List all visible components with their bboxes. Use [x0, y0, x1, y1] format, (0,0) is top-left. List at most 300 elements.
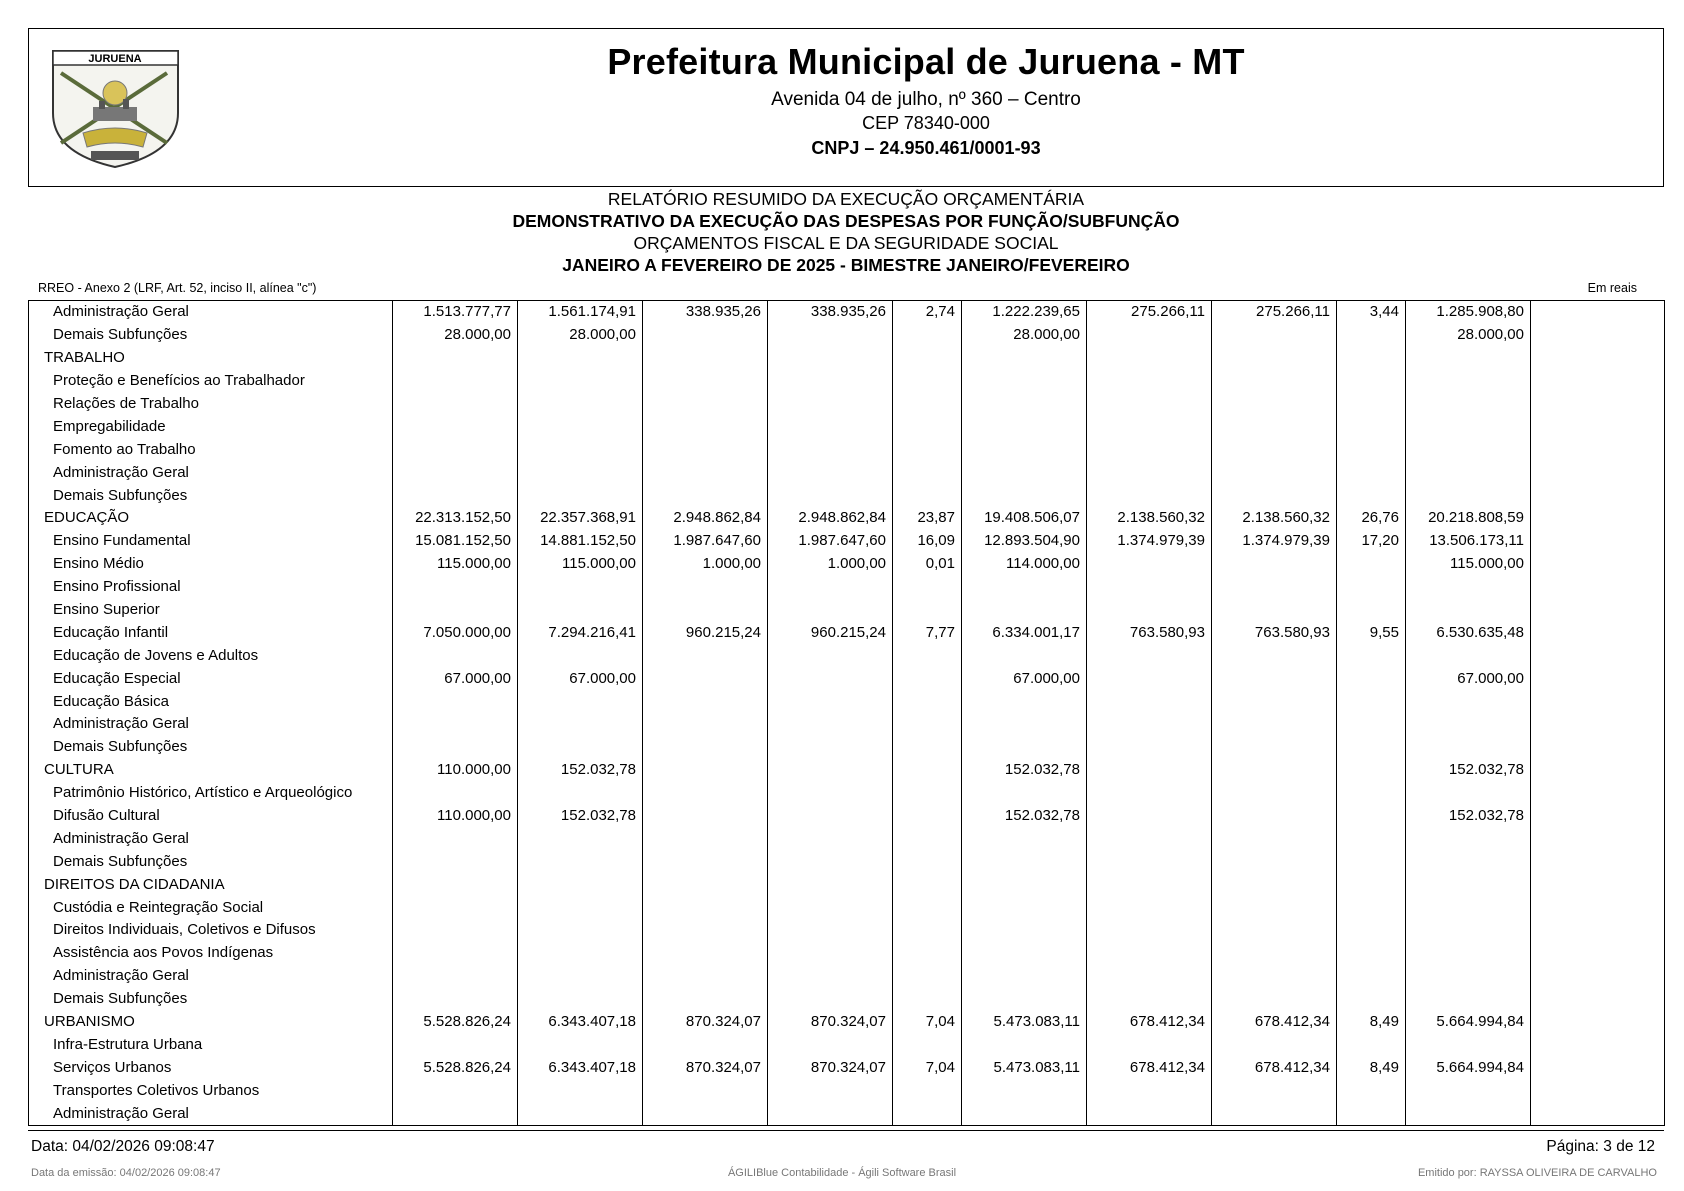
value-cell [1337, 759, 1406, 782]
value-cell [1531, 1079, 1665, 1102]
value-cell [893, 415, 962, 438]
table-row [29, 805, 1665, 828]
subfunction-label: Assistência aos Povos Indígenas [53, 944, 274, 962]
value-cell [768, 988, 893, 1011]
value-cell [1531, 393, 1665, 416]
value-cell [1337, 736, 1406, 759]
value-cell [1212, 324, 1337, 347]
table-row [29, 461, 1665, 484]
value-cell [1531, 896, 1665, 919]
value-cell [1531, 827, 1665, 850]
value-cell [1337, 415, 1406, 438]
value-cell [518, 576, 643, 599]
value-cell [1087, 850, 1212, 873]
value-cell [393, 919, 518, 942]
software-credit: ÁGILIBlue Contabilidade - Ágili Software Brasil [727, 1167, 957, 1179]
value-cell [1531, 1056, 1665, 1079]
value-cell [643, 965, 768, 988]
subfunction-label: Administração Geral [53, 1104, 189, 1122]
value-cell: 763.580,93 [1212, 621, 1337, 644]
value-cell: 115.000,00 [393, 553, 518, 576]
value-cell: 5.473.083,11 [962, 1011, 1087, 1034]
value-cell [393, 713, 518, 736]
value-cell [1406, 1034, 1531, 1057]
value-cell [768, 1079, 893, 1102]
value-cell [643, 736, 768, 759]
table-row [29, 576, 1665, 599]
value-cell: 1.285.908,80 [1406, 301, 1531, 324]
value-cell: 3,44 [1337, 301, 1406, 324]
value-cell [393, 461, 518, 484]
value-cell [518, 599, 643, 622]
value-cell [1087, 461, 1212, 484]
value-cell [1406, 461, 1531, 484]
value-cell [893, 827, 962, 850]
value-cell [1212, 667, 1337, 690]
value-cell [893, 896, 962, 919]
value-cell: 67.000,00 [1406, 667, 1531, 690]
value-cell [1531, 530, 1665, 553]
value-cell [393, 644, 518, 667]
value-cell [962, 736, 1087, 759]
table-row [29, 324, 1665, 347]
value-cell: 7,77 [893, 621, 962, 644]
table-row [29, 782, 1665, 805]
value-cell [1087, 415, 1212, 438]
value-cell [1531, 301, 1665, 324]
value-cell [518, 896, 643, 919]
table-row [29, 850, 1665, 873]
value-cell [393, 988, 518, 1011]
value-cell [768, 667, 893, 690]
value-cell [768, 690, 893, 713]
value-cell: 5.528.826,24 [393, 1056, 518, 1079]
table-row [29, 988, 1665, 1011]
table-row [29, 438, 1665, 461]
value-cell [643, 873, 768, 896]
value-cell [393, 965, 518, 988]
value-cell [962, 484, 1087, 507]
value-cell [1337, 896, 1406, 919]
value-cell [962, 644, 1087, 667]
value-cell: 1.000,00 [643, 553, 768, 576]
value-cell: 678.412,34 [1087, 1011, 1212, 1034]
value-cell [1087, 438, 1212, 461]
value-cell: 1.374.979,39 [1087, 530, 1212, 553]
value-cell [1212, 782, 1337, 805]
value-cell: 15.081.152,50 [393, 530, 518, 553]
value-cell [1406, 393, 1531, 416]
value-cell [893, 965, 962, 988]
value-cell [393, 690, 518, 713]
table-row [29, 599, 1665, 622]
subfunction-label: Ensino Superior [53, 601, 160, 619]
value-cell: 16,09 [893, 530, 962, 553]
value-cell: 152.032,78 [518, 759, 643, 782]
value-cell [643, 713, 768, 736]
value-cell [643, 942, 768, 965]
value-cell: 960.215,24 [768, 621, 893, 644]
value-cell [893, 1102, 962, 1125]
value-cell [768, 347, 893, 370]
value-cell [1337, 713, 1406, 736]
value-cell [1087, 393, 1212, 416]
table-row [29, 621, 1665, 644]
value-cell [768, 782, 893, 805]
value-cell: 1.374.979,39 [1212, 530, 1337, 553]
value-cell [1531, 713, 1665, 736]
subfunction-label: Infra-Estrutura Urbana [53, 1035, 203, 1053]
value-cell [643, 896, 768, 919]
subfunction-label: Administração Geral [53, 829, 189, 847]
value-cell [393, 942, 518, 965]
value-cell [1087, 1034, 1212, 1057]
value-cell: 17,20 [1337, 530, 1406, 553]
value-cell [1531, 370, 1665, 393]
value-cell [643, 415, 768, 438]
value-cell [1531, 919, 1665, 942]
value-cell: 13.506.173,11 [1406, 530, 1531, 553]
value-cell [1212, 370, 1337, 393]
value-cell [1406, 827, 1531, 850]
value-cell [643, 438, 768, 461]
value-cell [893, 942, 962, 965]
value-cell [643, 324, 768, 347]
value-cell [393, 873, 518, 896]
value-cell: 2.138.560,32 [1087, 507, 1212, 530]
table-row [29, 347, 1665, 370]
value-cell [1531, 873, 1665, 896]
subfunction-label: Direitos Individuais, Coletivos e Difusos [53, 921, 316, 939]
value-cell: 870.324,07 [643, 1056, 768, 1079]
value-cell [962, 1034, 1087, 1057]
value-cell [768, 873, 893, 896]
value-cell: 1.513.777,77 [393, 301, 518, 324]
value-cell [518, 782, 643, 805]
value-cell [1087, 370, 1212, 393]
value-cell [393, 1034, 518, 1057]
value-cell [393, 576, 518, 599]
value-cell [1087, 782, 1212, 805]
value-cell [1531, 576, 1665, 599]
value-cell: 8,49 [1337, 1011, 1406, 1034]
value-cell [1337, 370, 1406, 393]
table-row [29, 667, 1665, 690]
value-cell [1406, 942, 1531, 965]
value-cell [1087, 324, 1212, 347]
function-label: CULTURA [44, 761, 114, 779]
value-cell [1531, 965, 1665, 988]
value-cell [1337, 1079, 1406, 1102]
value-cell: 275.266,11 [1087, 301, 1212, 324]
footer-divider [28, 1130, 1664, 1131]
value-cell [393, 896, 518, 919]
value-cell: 763.580,93 [1087, 621, 1212, 644]
report-period: JANEIRO A FEVEREIRO DE 2025 - BIMESTRE JANEIRO/FEVEREIRO [562, 255, 1130, 275]
value-cell: 960.215,24 [643, 621, 768, 644]
expenses-table [28, 300, 1665, 1126]
function-label: TRABALHO [44, 349, 125, 367]
value-cell [1087, 1102, 1212, 1125]
subfunction-label: Demais Subfunções [53, 738, 188, 756]
value-cell [518, 393, 643, 416]
value-cell [962, 576, 1087, 599]
value-cell [1531, 507, 1665, 530]
subfunction-label: Ensino Profissional [53, 578, 181, 596]
value-cell [1087, 988, 1212, 1011]
value-cell: 67.000,00 [962, 667, 1087, 690]
value-cell [962, 393, 1087, 416]
value-cell [1337, 942, 1406, 965]
value-cell [1337, 1034, 1406, 1057]
value-cell [768, 736, 893, 759]
value-cell [1337, 919, 1406, 942]
value-cell [768, 713, 893, 736]
subfunction-label: Proteção e Benefícios ao Trabalhador [53, 372, 305, 390]
value-cell: 2,74 [893, 301, 962, 324]
value-cell [1212, 553, 1337, 576]
value-cell [1337, 850, 1406, 873]
value-cell [962, 415, 1087, 438]
value-cell: 28.000,00 [518, 324, 643, 347]
value-cell: 6.334.001,17 [962, 621, 1087, 644]
value-cell [1531, 667, 1665, 690]
value-cell [1406, 713, 1531, 736]
value-cell: 114.000,00 [962, 553, 1087, 576]
value-cell: 678.412,34 [1212, 1056, 1337, 1079]
function-label: DIREITOS DA CIDADANIA [44, 875, 225, 893]
value-cell [393, 599, 518, 622]
value-cell [1087, 736, 1212, 759]
value-cell: 6.530.635,48 [1406, 621, 1531, 644]
value-cell [518, 461, 643, 484]
value-cell: 20.218.808,59 [1406, 507, 1531, 530]
value-cell [1337, 347, 1406, 370]
value-cell [1087, 942, 1212, 965]
letterhead [28, 28, 1664, 187]
value-cell: 67.000,00 [518, 667, 643, 690]
value-cell [1212, 919, 1337, 942]
value-cell: 338.935,26 [643, 301, 768, 324]
value-cell: 19.408.506,07 [962, 507, 1087, 530]
value-cell [1337, 690, 1406, 713]
value-cell [893, 324, 962, 347]
value-cell [768, 850, 893, 873]
report-scope: ORÇAMENTOS FISCAL E DA SEGURIDADE SOCIAL [633, 233, 1059, 253]
value-cell [1406, 782, 1531, 805]
value-cell [962, 347, 1087, 370]
value-cell [518, 1034, 643, 1057]
value-cell [1531, 461, 1665, 484]
value-cell [643, 1102, 768, 1125]
value-cell [768, 438, 893, 461]
value-cell [1406, 576, 1531, 599]
value-cell [893, 736, 962, 759]
value-cell [1212, 873, 1337, 896]
value-cell [518, 965, 643, 988]
value-cell: 2.948.862,84 [768, 507, 893, 530]
subfunction-label: Demais Subfunções [53, 852, 188, 870]
value-cell [962, 988, 1087, 1011]
value-cell [893, 1034, 962, 1057]
value-cell [1212, 415, 1337, 438]
subfunction-label: Difusão Cultural [53, 807, 160, 825]
value-cell [518, 347, 643, 370]
value-cell [1406, 370, 1531, 393]
value-cell: 6.343.407,18 [518, 1011, 643, 1034]
value-cell [1337, 827, 1406, 850]
value-cell: 28.000,00 [1406, 324, 1531, 347]
table-row [29, 690, 1665, 713]
table-row [29, 393, 1665, 416]
table-row [29, 1079, 1665, 1102]
value-cell [1212, 347, 1337, 370]
value-cell [643, 759, 768, 782]
value-cell [1406, 873, 1531, 896]
value-cell: 8,49 [1337, 1056, 1406, 1079]
value-cell [1337, 438, 1406, 461]
value-cell: 23,87 [893, 507, 962, 530]
value-cell [893, 370, 962, 393]
value-cell [393, 347, 518, 370]
value-cell [893, 484, 962, 507]
value-cell [768, 942, 893, 965]
value-cell [768, 599, 893, 622]
value-cell [1406, 1079, 1531, 1102]
value-cell: 7,04 [893, 1011, 962, 1034]
value-cell [1087, 599, 1212, 622]
subfunction-label: Transportes Coletivos Urbanos [53, 1081, 260, 1099]
value-cell: 152.032,78 [962, 759, 1087, 782]
report-titles [28, 188, 1664, 276]
value-cell [1337, 873, 1406, 896]
table-row [29, 919, 1665, 942]
subfunction-label: Demais Subfunções [53, 486, 188, 504]
value-cell: 1.987.647,60 [768, 530, 893, 553]
value-cell: 275.266,11 [1212, 301, 1337, 324]
value-cell [768, 393, 893, 416]
value-cell: 14.881.152,50 [518, 530, 643, 553]
value-cell [518, 370, 643, 393]
value-cell [1087, 965, 1212, 988]
table-row [29, 484, 1665, 507]
value-cell [768, 1102, 893, 1125]
value-cell [1337, 667, 1406, 690]
value-cell [893, 873, 962, 896]
value-cell [1337, 1102, 1406, 1125]
value-cell [1406, 850, 1531, 873]
value-cell [1212, 965, 1337, 988]
value-cell [768, 805, 893, 828]
value-cell [893, 461, 962, 484]
value-cell: 152.032,78 [962, 805, 1087, 828]
value-cell [962, 1102, 1087, 1125]
value-cell [1212, 484, 1337, 507]
value-cell [643, 827, 768, 850]
value-cell [643, 850, 768, 873]
value-cell [518, 644, 643, 667]
value-cell [1337, 988, 1406, 1011]
value-cell: 115.000,00 [518, 553, 643, 576]
value-cell [1531, 805, 1665, 828]
report-subtitle: DEMONSTRATIVO DA EXECUÇÃO DAS DESPESAS POR FUNÇÃO/SUBFUNÇÃO [512, 211, 1180, 231]
value-cell [768, 370, 893, 393]
value-cell [1406, 484, 1531, 507]
value-cell [1406, 347, 1531, 370]
value-cell [393, 393, 518, 416]
value-cell: 9,55 [1337, 621, 1406, 644]
value-cell: 1.000,00 [768, 553, 893, 576]
value-cell [1531, 1102, 1665, 1125]
value-cell [1212, 805, 1337, 828]
value-cell [768, 324, 893, 347]
value-cell: 152.032,78 [518, 805, 643, 828]
value-cell: 28.000,00 [962, 324, 1087, 347]
subfunction-label: Demais Subfunções [53, 326, 188, 344]
value-cell: 5.528.826,24 [393, 1011, 518, 1034]
value-cell [1212, 736, 1337, 759]
value-cell: 338.935,26 [768, 301, 893, 324]
value-cell [1212, 850, 1337, 873]
value-cell: 115.000,00 [1406, 553, 1531, 576]
value-cell [768, 919, 893, 942]
value-cell [518, 827, 643, 850]
subfunction-label: Fomento ao Trabalho [53, 440, 196, 458]
value-cell [962, 599, 1087, 622]
value-cell [643, 576, 768, 599]
value-cell [518, 690, 643, 713]
value-cell [1337, 599, 1406, 622]
value-cell: 870.324,07 [768, 1056, 893, 1079]
value-cell [768, 484, 893, 507]
value-cell [1212, 1102, 1337, 1125]
table-row [29, 1102, 1665, 1125]
value-cell: 152.032,78 [1406, 759, 1531, 782]
value-cell [962, 782, 1087, 805]
value-cell [643, 644, 768, 667]
value-cell [1531, 850, 1665, 873]
value-cell [1406, 438, 1531, 461]
value-cell [1212, 438, 1337, 461]
value-cell [1337, 805, 1406, 828]
subfunction-label: Patrimônio Histórico, Artístico e Arqueológico [53, 784, 353, 802]
value-cell [768, 644, 893, 667]
table-row [29, 370, 1665, 393]
value-cell [1531, 988, 1665, 1011]
value-cell [643, 988, 768, 1011]
value-cell [1087, 553, 1212, 576]
value-cell: 7.050.000,00 [393, 621, 518, 644]
value-cell: 12.893.504,90 [962, 530, 1087, 553]
value-cell [893, 644, 962, 667]
value-cell [393, 1079, 518, 1102]
value-cell [1531, 415, 1665, 438]
value-cell [1087, 873, 1212, 896]
value-cell [893, 690, 962, 713]
value-cell [393, 736, 518, 759]
table-row [29, 530, 1665, 553]
value-cell [1087, 827, 1212, 850]
value-cell: 1.222.239,65 [962, 301, 1087, 324]
value-cell: 110.000,00 [393, 759, 518, 782]
subfunction-label: Educação Infantil [53, 623, 169, 641]
report-title: RELATÓRIO RESUMIDO DA EXECUÇÃO ORÇAMENTÁRIA [607, 189, 1085, 209]
value-cell [1212, 461, 1337, 484]
subfunction-label: Demais Subfunções [53, 990, 188, 1008]
value-cell [1212, 827, 1337, 850]
annex-reference: RREO - Anexo 2 (LRF, Art. 52, inciso II, alínea "c") [38, 281, 317, 295]
value-cell [1531, 759, 1665, 782]
